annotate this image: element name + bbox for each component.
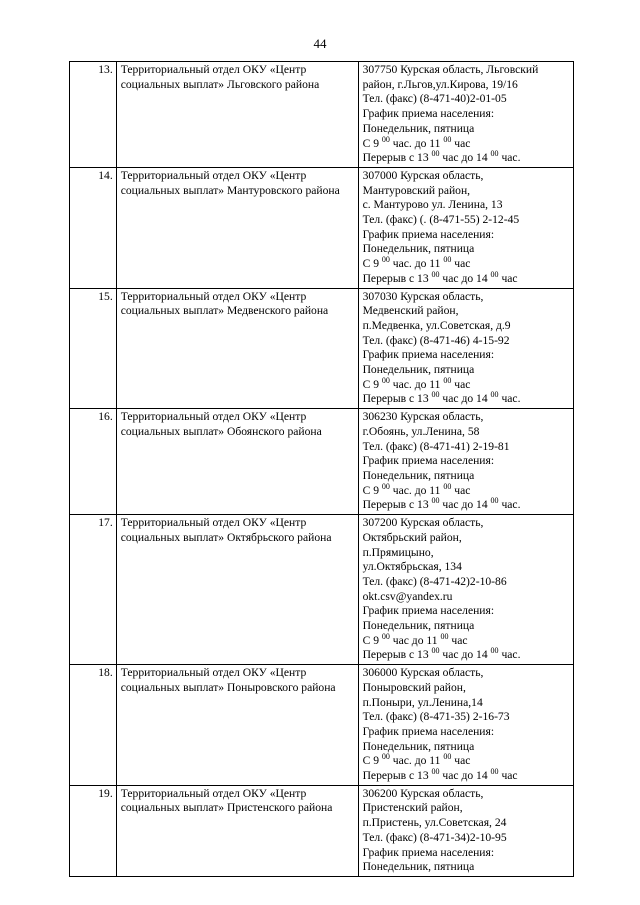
contact-line: 306000 Курская область, — [362, 666, 484, 680]
contact-line: 306230 Курская область, — [362, 410, 484, 424]
contact-line: График приема населения: — [362, 724, 495, 738]
contact-line: п.Поныри, ул.Ленина,14 — [362, 695, 483, 709]
table-row — [70, 409, 574, 515]
contact-line: Понедельник, пятница — [362, 363, 475, 377]
office-contact-info — [358, 409, 573, 515]
office-contact-info — [358, 515, 573, 665]
contact-line: Тел. (факс) (8-471-46) 4-15-92 — [362, 333, 510, 347]
contact-line: Тел. (факс) (8-471-34)2-10-95 — [362, 830, 507, 844]
offices-table — [69, 61, 574, 877]
contact-line: Перерыв с 13 $^{00}$ час до 14 $^{00}$ час — [362, 767, 518, 783]
row-number: 13. — [70, 62, 117, 168]
contact-line: График приема населения: — [362, 107, 495, 121]
office-contact-info — [358, 288, 573, 409]
table-row — [70, 515, 574, 665]
office-contact-info — [358, 62, 573, 168]
row-number: 18. — [70, 665, 117, 786]
office-name: Территориальный отдел ОКУ «Центр социальных выплат» Пристенского района — [116, 785, 358, 876]
contact-line: 307750 Курская область, Льговский — [362, 63, 539, 76]
contact-line: с. Мантурово ул. Ленина, 13 — [362, 198, 503, 212]
contact-line: п.Медвенка, ул.Советская, д.9 — [362, 318, 511, 332]
contact-line: Понедельник, пятница — [362, 242, 475, 256]
contact-line: Тел. (факс) (8-471-35) 2-16-73 — [362, 710, 510, 724]
contact-line: Медвенский район, — [362, 304, 459, 318]
contact-line: Понедельник, пятница — [362, 468, 475, 482]
row-number: 16. — [70, 409, 117, 515]
contact-line: 307030 Курская область, — [362, 289, 484, 303]
contact-line: Понедельник, пятница — [362, 860, 475, 874]
contact-line: г.Обоянь, ул.Ленина, 58 — [362, 424, 480, 438]
row-number: 19. — [70, 785, 117, 876]
contact-line: График приема населения: — [362, 604, 495, 618]
contact-line: Перерыв с 13 $^{00}$ час до 14 $^{00}$ час — [362, 269, 518, 285]
contact-line: С 9 $^{00}$ час. до 11 $^{00}$ час — [362, 752, 471, 768]
contact-line: Мантуровский район, — [362, 183, 471, 197]
contact-line: Понедельник, пятница — [362, 619, 475, 633]
contact-line: okt.csv@yandex.ru — [362, 589, 453, 603]
contact-line: п.Прямицыно, — [362, 545, 434, 559]
table-row — [70, 785, 574, 876]
contact-line: График приема населения: — [362, 454, 495, 468]
contact-line: Тел. (факс) (. (8-471-55) 2-12-45 — [362, 213, 520, 227]
contact-line: Пристенский район, — [362, 801, 463, 815]
contact-line: 306200 Курская область, — [362, 786, 484, 800]
contact-line: График приема населения: — [362, 348, 495, 362]
table-row — [70, 62, 574, 168]
contact-line: Перерыв с 13 $^{00}$ час до 14 $^{00}$ час. — [362, 646, 521, 662]
page-number: 44 — [313, 36, 327, 51]
contact-line: С 9 $^{00}$ час. до 11 $^{00}$ час — [362, 255, 471, 271]
contact-line: Понедельник, пятница — [362, 121, 475, 135]
contact-line: График приема населения: — [362, 227, 495, 241]
contact-line: Тел. (факс) (8-471-40)2-01-05 — [362, 92, 507, 106]
contact-line: Тел. (факс) (8-471-41) 2-19-81 — [362, 439, 510, 453]
office-name: Территориальный отдел ОКУ «Центр социальных выплат» Медвенского района — [116, 288, 358, 409]
contact-line: Тел. (факс) (8-471-42)2-10-86 — [362, 574, 507, 588]
contact-line: Понедельник, пятница — [362, 739, 475, 753]
contact-line: п.Пристень, ул.Советская, 24 — [362, 816, 507, 830]
contact-line: 307000 Курская область, — [362, 168, 484, 182]
row-number: 15. — [70, 288, 117, 409]
contact-line: Перерыв с 13 $^{00}$ час до 14 $^{00}$ час. — [362, 149, 521, 165]
contact-line: Перерыв с 13 $^{00}$ час до 14 $^{00}$ час. — [362, 390, 521, 406]
row-number: 17. — [70, 515, 117, 665]
office-contact-info — [358, 665, 573, 786]
contact-line: Октябрьский район, — [362, 530, 462, 544]
office-name: Территориальный отдел ОКУ «Центр социальных выплат» Поныровского района — [116, 665, 358, 786]
contact-line: Перерыв с 13 $^{00}$ час до 14 $^{00}$ час. — [362, 496, 521, 512]
contact-line: 307200 Курская область, — [362, 516, 484, 530]
table-row — [70, 288, 574, 409]
contact-line: С 9 $^{00}$ час. до 11 $^{00}$ час — [362, 375, 471, 391]
contact-line: район, г.Льгов,ул.Кирова, 19/16 — [362, 77, 518, 91]
office-name: Территориальный отдел ОКУ «Центр социальных выплат» Обоянского района — [116, 409, 358, 515]
office-name: Территориальный отдел ОКУ «Центр социальных выплат» Октябрьского района — [116, 515, 358, 665]
contact-line: Поныровский район, — [362, 680, 466, 694]
contact-line: С 9 $^{00}$ час. до 11 $^{00}$ час — [362, 134, 471, 150]
table-row — [70, 167, 574, 288]
office-contact-info — [358, 167, 573, 288]
contact-line: ул.Октябрьская, 134 — [362, 560, 462, 574]
row-number: 14. — [70, 167, 117, 288]
offices-table-body — [70, 62, 574, 877]
contact-line: С 9 $^{00}$ час до 11 $^{00}$ час — [362, 631, 468, 647]
contact-line: График приема населения: — [362, 845, 495, 859]
office-contact-info — [358, 785, 573, 876]
office-name: Территориальный отдел ОКУ «Центр социальных выплат» Льговского района — [116, 62, 358, 168]
contact-line: С 9 $^{00}$ час. до 11 $^{00}$ час — [362, 481, 471, 497]
table-row — [70, 665, 574, 786]
office-name: Территориальный отдел ОКУ «Центр социальных выплат» Мантуровского района — [116, 167, 358, 288]
